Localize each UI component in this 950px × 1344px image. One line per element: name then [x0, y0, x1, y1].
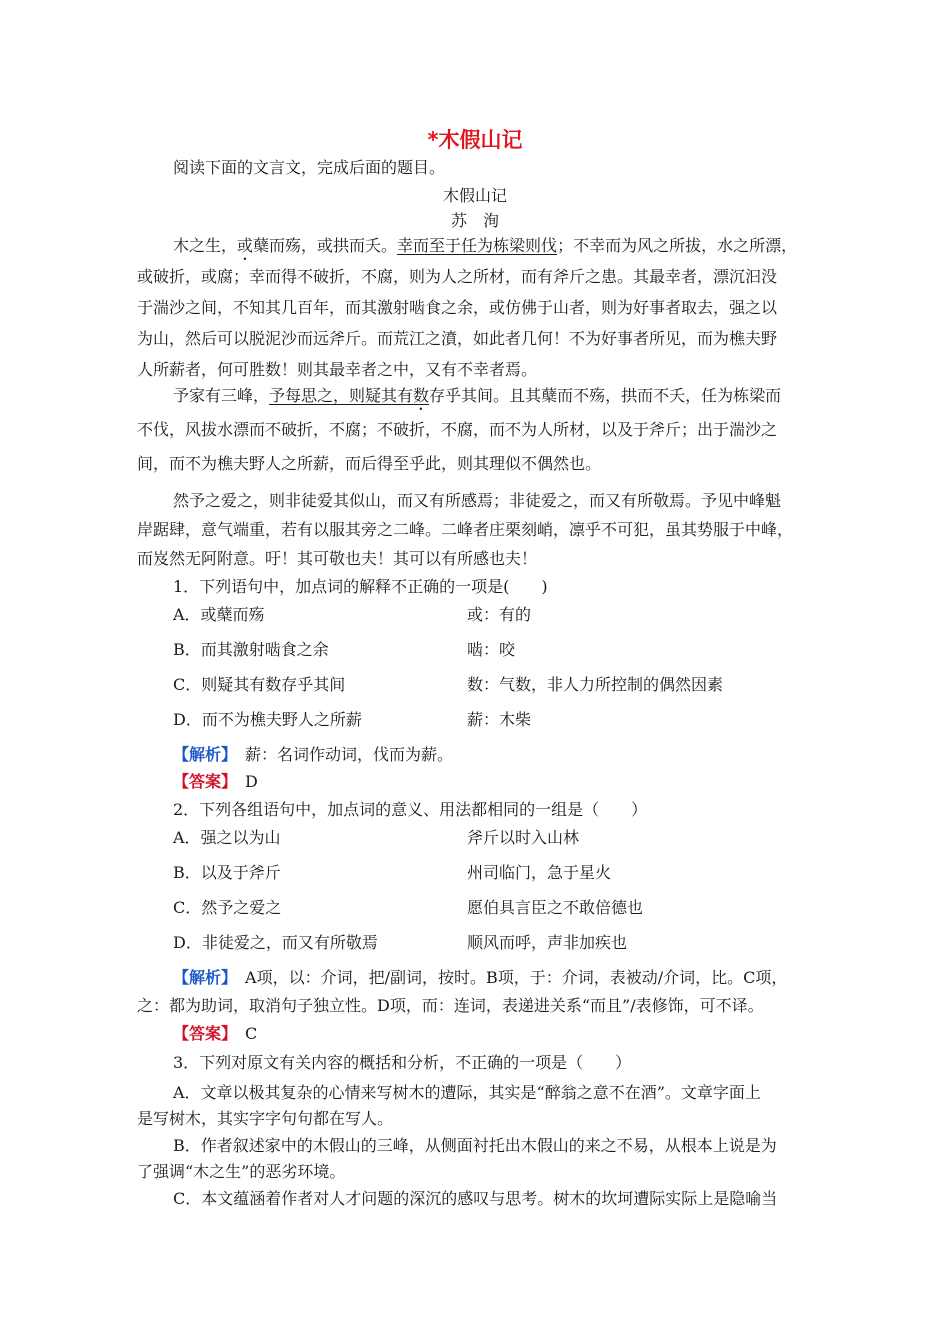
q1-analysis: 【解析】 薪：名词作动词，伐而为薪。: [173, 745, 454, 764]
passage-title: 木假山记: [442, 186, 507, 205]
q2-analysis-line1: 【解析】 A项，以：介词，把/副词，按时。B项，于：介词，表被动/介词，比。C项，: [173, 968, 788, 987]
q2-option-a-compare: 斧斤以时入山林: [467, 828, 580, 847]
q2-option-a: A．强之以为山: [173, 828, 281, 847]
passage-author: 苏 洵: [450, 211, 499, 230]
q2-stem: 2．下列各组语句中，加点词的意义、用法都相同的一组是（ ）: [173, 800, 648, 819]
q1-option-b: B．而其激射啮食之余: [173, 640, 329, 659]
passage-p2-line1: 予家有三峰，予每思之，则疑其有数存乎其间。且其蘖而不殇，拱而不夭，任为栋梁而: [173, 386, 782, 405]
passage-p1-line5: 人所薪者，何可胜数！则其最幸者之中，又有不幸者焉。: [137, 360, 538, 379]
q2-option-c: C．然予之爱之: [173, 898, 282, 917]
passage-p3-line3: 而岌然无阿附意。吁！其可敬也夫！其可以有所感也夫！: [137, 549, 538, 568]
passage-p1-line2: 或破折，或腐；幸而得不破折，不腐，则为人之所材，而有斧斤之患。其最幸者，漂沉汩没: [137, 267, 778, 286]
answer-tag: 【答案】: [173, 772, 230, 791]
passage-p2-line3: 间，而不为樵夫野人之所薪，而后得至乎此，则其理似不偶然也。: [137, 454, 602, 473]
q1-stem: 1．下列语句中，加点词的解释不正确的一项是( ): [173, 577, 548, 596]
q3-option-c-line1: C．本文蕴涵着作者对人才问题的深沉的感叹与思考。树木的坎坷遭际实际上是隐喻当: [173, 1189, 778, 1208]
analysis-tag: 【解析】: [173, 968, 230, 987]
q1-option-d: D．而不为樵夫野人之所薪: [173, 710, 362, 729]
analysis-tag: 【解析】: [173, 745, 230, 764]
q1-option-a-explain: 或：有的: [467, 605, 532, 624]
q3-stem: 3．下列对原文有关内容的概括和分析，不正确的一项是（ ）: [173, 1053, 632, 1072]
q3-option-a-line2: 是写树木，其实字字句句都在写人。: [137, 1109, 394, 1128]
q2-option-d-compare: 顺风而呼，声非加疾也: [467, 933, 628, 952]
q3-option-b-line1: B．作者叙述家中的木假山的三峰，从侧面衬托出木假山的来之不易，从根本上说是为: [173, 1136, 777, 1155]
page-title: *木假山记: [427, 128, 523, 152]
q1-option-c: C．则疑其有数存乎其间: [173, 675, 346, 694]
passage-p3-line1: 然予之爱之，则非徒爱其似山，而又有所感焉；非徒爱之，而又有所敬焉。予见中峰魁: [173, 491, 782, 510]
answer-tag: 【答案】: [173, 1024, 230, 1043]
passage-p3-line2: 岸踞肆，意气端重，若有以服其旁之二峰。二峰者庄栗刻峭，凛乎不可犯，虽其势服于中峰，: [137, 520, 794, 539]
passage-p1-line1: 木之生，或蘖而殇，或拱而夭。幸而至于任为栋梁则伐；不幸而为风之所拔，水之所漂，: [173, 236, 798, 255]
instruction: 阅读下面的文言文，完成后面的题目。: [173, 158, 446, 177]
q2-option-c-compare: 愿伯具言臣之不敢倍德也: [467, 898, 644, 917]
passage-p1-line4: 为山，然后可以脱泥沙而远斧斤。而荒江之濆，如此者几何！不为好事者所见，而为樵夫野: [137, 329, 778, 348]
q1-option-d-explain: 薪：木柴: [467, 710, 532, 729]
q1-option-a: A．或蘖而殇: [173, 605, 265, 624]
q1-answer: 【答案】 D: [173, 772, 258, 791]
q1-option-b-explain: 啮：咬: [467, 640, 516, 659]
q2-answer: 【答案】 C: [173, 1024, 258, 1043]
passage-p1-line3: 于湍沙之间，不知其几百年，而其激射啮食之余，或仿佛于山者，则为好事者取去，强之以: [137, 298, 778, 317]
passage-p2-line2: 不伐，风拔水漂而不破折，不腐；不破折，不腐，而不为人所材，以及于斧斤；出于湍沙之: [137, 420, 778, 439]
q2-option-d: D．非徒爱之，而又有所敬焉: [173, 933, 378, 952]
q1-option-c-explain: 数：气数，非人力所控制的偶然因素: [467, 675, 724, 694]
q2-analysis-line2: 之：都为助词，取消句子独立性。D项，而：连词，表递进关系“而且”/表修饰，可不译。: [137, 996, 764, 1015]
q2-option-b: B．以及于斧斤: [173, 863, 281, 882]
q3-option-a-line1: A．文章以极其复杂的心情来写树木的遭际，其实是“醉翁之意不在酒”。文章字面上: [173, 1083, 761, 1102]
q2-option-b-compare: 州司临门，急于星火: [467, 863, 612, 882]
q3-option-b-line2: 了强调“木之生”的恶劣环境。: [137, 1162, 346, 1181]
